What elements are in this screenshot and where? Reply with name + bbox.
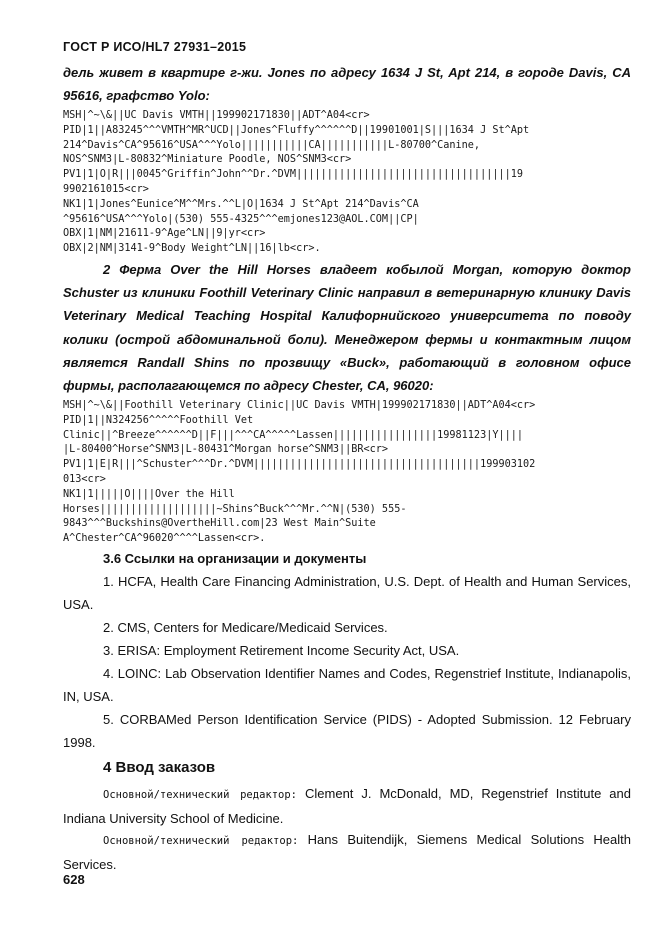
- reference-2: 2. CMS, Centers for Medicare/Medicaid Services.: [103, 620, 388, 635]
- hl7-message-1: MSH|^~\&||UC Davis VMTH||199902171830||ADT^A04<cr> PID|1||A83245^^^VMTH^MR^UCD||Jones^Fluffy^^^^^^D||19901001|S|||1634 J St^Apt 214^Davis^CA^95616^USA^^^Yolo|||||||||||CA|||||||||||L-80700^Canine, NOS^SNM3|L-80832^Miniature Poodle, NOS^SNM3<cr> PV1|1|O|R|||0045^Griffin^John^^Dr.^DVM|||||||||||||||||||||||||||||||||||19 9902161015<cr> NK1|1|Jones^Eunice^M^^Mrs.^^L|O|1634 J St^Apt 214^Davis^CA ^95616^USA^^^Yolo|(530) 555-4325^^^emjones123@AOL.COM||CP| OBX|1|NM|21611-9^Age^LN||9|yr<cr> OBX|2|NM|3141-9^Body Weight^LN||16|lb<cr>.: [63, 110, 530, 255]
- section-4-title: 4 Ввод заказов: [103, 759, 216, 776]
- editor-1-value: Clement J. McDonald, MD, Regenstrief Institute and Indiana University School of Medicine.: [63, 786, 631, 826]
- reference-3: 3. ERISA: Employment Retirement Income Security Act, USA.: [103, 643, 460, 658]
- document-header: ГОСТ Р ИСО/HL7 27931–2015: [63, 40, 247, 54]
- editor-1: [63, 782, 631, 830]
- hl7-message-2: MSH|^~\&||Foothill Veterinary Clinic||UC Davis VMTH|199902171830||ADT^A04<cr> PID|1||N324256^^^^^Foothill Vet Clinic||^Breeze^^^^^^D||F|||^^^CA^^^^^Lassen|||||||||||||||||19981123|Y|||| |L-80400^Horse^SNM3|L-80431^Morgan horse^SNM3||BR<cr> PV1|1|E|R|||^Schuster^^^Dr.^DVM|||||||||||||||||||||||||||||||||||||199903102 013<cr> NK1|1|||||O||||Over the Hill Horses|||||||||||||||||||~Shins^Buck^^^Mr.^^N|(530) 555- 9843^^^Buckshins@OvertheHill.com|23 West Main^Suite A^Chester^CA^96020^^^^Lassen<cr>.: [63, 400, 536, 545]
- editor-2-value: Hans Buitendijk, Siemens Medical Solutions Health Services.: [63, 832, 631, 872]
- editor-2: [63, 828, 631, 876]
- editor-1-label: Основной/технический редактор:: [103, 789, 298, 801]
- reference-5: 5. CORBAMed Person Identification Service (PIDS) - Adopted Submission. 12 February 1998.: [63, 712, 631, 750]
- page-number: 628: [63, 872, 85, 887]
- paragraph-2: 2 Ферма Over the Hill Horses владеет кобылой Morgan, которую доктор Schuster из клиники Foothill Veterinary Clinic направил в ветеринарную клинику Davis Veterinary Medical Teaching Hospital Калифорнийского университета по поводу колики (острой абдоминальной боли). Менеджером фермы и контактным лицом является Randall Shins по прозвищу «Buck», работающий в головном офисе фирмы, располагающемся по адресу Chester, CA, 96020:: [63, 262, 631, 394]
- reference-1: 1. HCFA, Health Care Financing Administration, U.S. Dept. of Health and Human Services, USA.: [63, 574, 631, 612]
- editor-2-label: Основной/технический редактор:: [103, 835, 299, 847]
- section-3-6-title: 3.6 Ссылки на организации и документы: [103, 551, 367, 566]
- reference-4: 4. LOINC: Lab Observation Identifier Names and Codes, Regenstrief Institute, Indianapolis, IN, USA.: [63, 666, 631, 704]
- intro-paragraph: дель живет в квартире г-жи. Jones по адресу 1634 J St, Apt 214, в городе Davis, CA 95616, графство Yolo:: [63, 65, 631, 103]
